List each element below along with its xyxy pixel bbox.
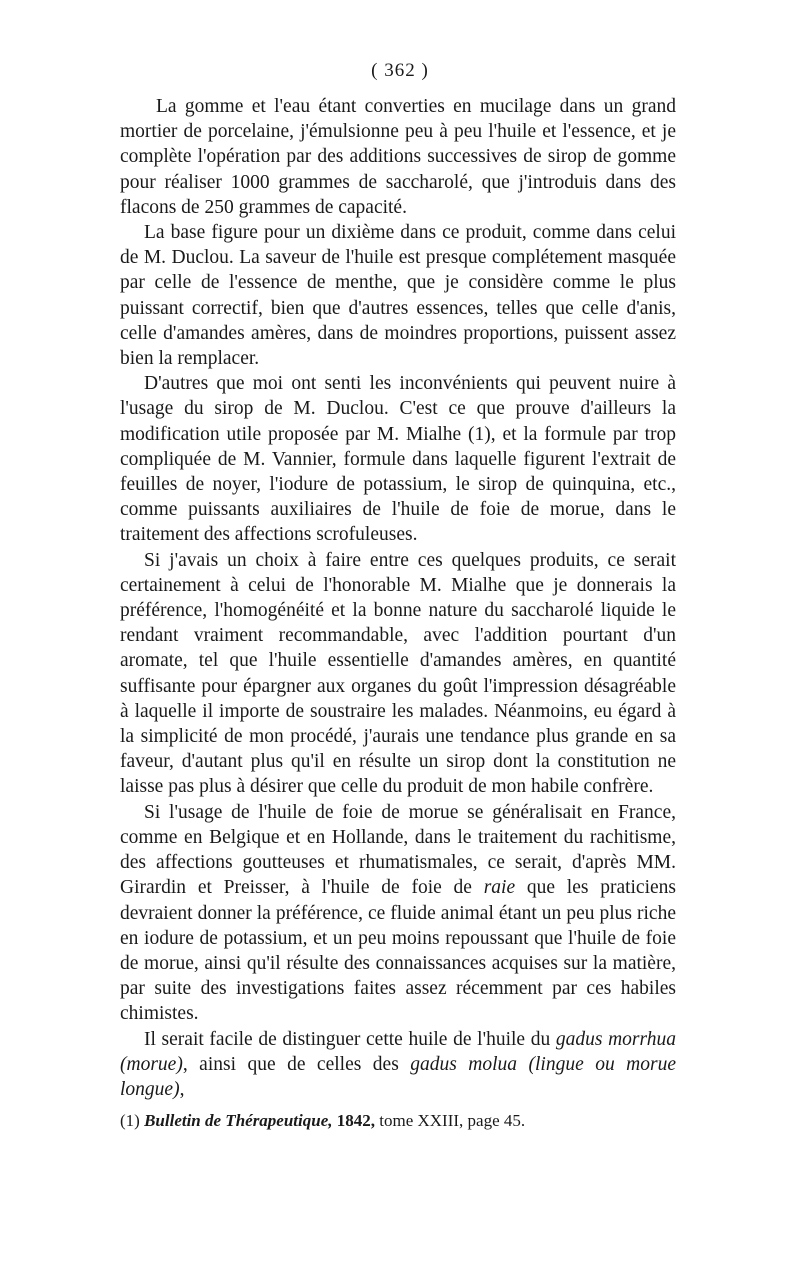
paragraph-5-italic: raie bbox=[483, 877, 516, 899]
footnote-source: Bulletin de Thérapeutique, bbox=[144, 1111, 333, 1130]
paragraph-4: Si j'avais un choix à faire entre ces quelques produits, ce serait certainement à celui de l'honorable M. Mialhe que je donnerais la préférence, l'homogénéité et la bonne nature du saccharolé liquide le rendant vraiment recommandable, avec l'addition pourtant d'un aromate, tel que l'huile essentielle d'amandes amères, en quantité suffisante pour épargner aux organes du goût l'impression désagréable à laquelle il importe de soustraire les malades. Néanmoins, eu égard à la simplicité de mon procédé, j'aurais une tendance plus grande en sa faveur, d'autant plus qu'il en résulte un sirop dont la constitution ne laisse pas plus à désirer que celle du produit de mon habile confrère. bbox=[120, 549, 676, 798]
footnote bbox=[120, 1110, 676, 1132]
paragraph-5-text-a: Si l'usage de l'huile de foie de morue se généralisait en France, comme en Belgique et en Hollande, dans le traitement du rachitisme, des affections goutteuses et rhumatismales, ce serait, d'après MM. Girardin et Preisser, à l'huile de foie de bbox=[120, 801, 676, 899]
paragraph-6-text-c: , bbox=[179, 1078, 185, 1100]
paragraph-1: La gomme et l'eau étant converties en mucilage dans un grand mortier de porcelaine, j'émulsionne peu à peu l'huile et l'essence, et je complète l'opération par des additions successives de sirop de gomme pour réaliser 1000 grammes de saccharolé, que j'introduis dans des flacons de 250 grammes de capacité. bbox=[120, 96, 676, 218]
paragraph-6 bbox=[120, 1027, 676, 1103]
paragraph-5-text-b: que les praticiens devraient donner la préférence, ce fluide animal étant un peu plus riche en iodure de potassium, et un peu moins repoussant que l'huile de foie de morue, ainsi qu'il résulte des connaissances acquises sur la matière, par suite des investigations faites assez récemment par ces habiles chimistes. bbox=[120, 877, 677, 1025]
paragraph-3: D'autres que moi ont senti les inconvénients qui peuvent nuire à l'usage du sirop de M. Duclou. C'est ce que prouve d'ailleurs la modification utile proposée par M. Mialhe (1), et la formule par trop compliquée de M. Vannier, formule dans laquelle figurent l'extrait de feuilles de noyer, l'iodure de potassium, le sirop de quinquina, etc., comme puissants auxiliaires de l'huile de foie de morue, dans le traitement des affections scrofuleuses. bbox=[120, 373, 676, 546]
footnote-year: 1842, bbox=[336, 1111, 376, 1130]
body-text bbox=[120, 94, 676, 1102]
page-number: ( 362 ) bbox=[371, 60, 429, 81]
footnote-rest: tome XXIII, page 45. bbox=[379, 1111, 526, 1130]
paragraph-6-italic-a: gadus morrhua (morue) bbox=[120, 1028, 676, 1075]
paragraph-6-text-b: , ainsi que de celles des bbox=[182, 1053, 411, 1075]
paragraph-6-italic-b: gadus molua (lingue ou morue longue) bbox=[120, 1053, 676, 1100]
paragraph-6-text-a: Il serait facile de distinguer cette huile de l'huile du bbox=[144, 1028, 556, 1050]
paragraph-5 bbox=[120, 800, 676, 1027]
footnote-marker: (1) bbox=[120, 1111, 140, 1130]
paragraph-2: La base figure pour un dixième dans ce produit, comme dans celui de M. Duclou. La saveur de l'huile est presque complétement masquée par celle de l'essence de menthe, que je considère comme le plus puissant correctif, bien que d'autres essences, telles que celle d'anis, celle d'amandes amères, dans de moindres proportions, puissent assez bien la remplacer. bbox=[120, 222, 676, 370]
